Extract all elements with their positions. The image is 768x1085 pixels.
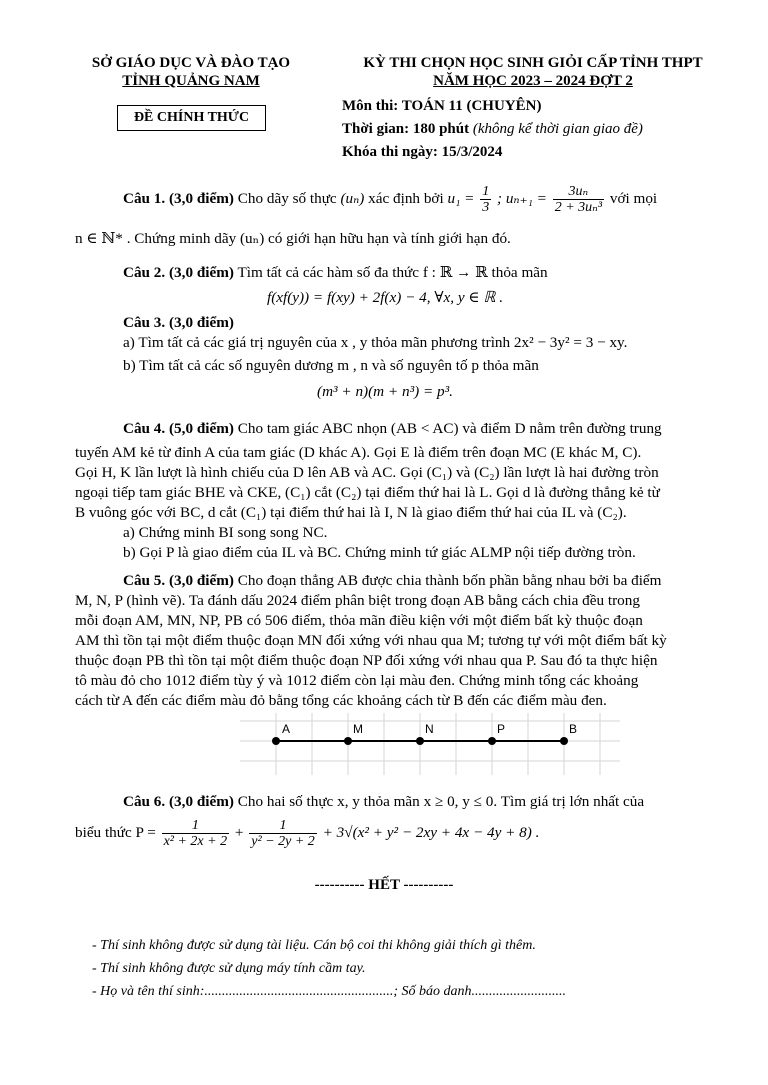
fraction-2-numerator: 1 — [249, 818, 317, 834]
question-5-line-7: cách từ A đến các điểm màu đỏ bằng tổng các khoảng cách từ B đến các điểm màu đen. — [75, 692, 607, 709]
question-4-line-3: Gọi H, K lần lượt là hình chiếu của D lên AB và AC. Gọi (C₁) và (C₂) lần lượt là hai đường tròn — [75, 464, 659, 481]
question-6-line-1 — [123, 792, 743, 812]
time-label: Thời gian: 180 phút — [342, 121, 470, 137]
label-b: B — [569, 722, 578, 736]
fraction-2 — [249, 818, 317, 849]
point-a — [272, 737, 280, 745]
question-6-text: Cho hai số thực x, y thỏa mãn x ≥ 0, y ≤ 0. Tìm giá trị lớn nhất của — [237, 793, 645, 810]
root-term: + 3√(x² + y² − 2xy + 4x − 4y + 8) . — [322, 823, 540, 841]
question-5-line-5: thuộc đoạn PB thì tồn tại một điểm thuộc đoạn NP đối xứng với nhau qua P. Sau đó ta thực hiện — [75, 652, 658, 669]
label-a: A — [282, 722, 291, 736]
question-2-text: Tìm tất cả các hàm số đa thức f : ℝ → ℝ thỏa mãn — [237, 264, 548, 281]
question-3b: b) Tìm tất cả các số nguyên dương m , n và số nguyên tố p thỏa mãn — [123, 357, 539, 374]
note-1: - Thí sinh không được sử dụng tài liệu. Cán bộ coi thi không giải thích gì thêm. — [92, 938, 536, 953]
exam-date: Khóa thi ngày: 15/3/2024 — [342, 144, 503, 160]
recurrence-label: ; uₙ₊₁ = — [496, 189, 547, 207]
department-block — [60, 54, 322, 90]
u1-label: u₁ = — [447, 189, 475, 207]
expression-prefix: biểu thức P = — [75, 823, 156, 841]
note-2: - Thí sinh không được sử dụng máy tính cầm tay. — [92, 961, 366, 976]
question-4b: b) Gọi P là giao điểm của IL và BC. Chứng minh tứ giác ALMP nội tiếp đường tròn. — [123, 544, 636, 561]
question-4-line-2: tuyến AM kẻ từ đỉnh A của tam giác (D khác A). Gọi E là điểm trên đoạn MC (E khác M, C). — [75, 444, 642, 461]
question-4-heading: Câu 4. (5,0 điểm) — [123, 420, 234, 437]
question-1-text-b: xác định bởi — [368, 189, 444, 207]
exam-title: KỲ THI CHỌN HỌC SINH GIỎI CẤP TỈNH THPT — [363, 55, 703, 71]
recurrence-denominator: 2 + 3uₙ³ — [554, 200, 603, 215]
question-3-heading-text: Câu 3. (3,0 điểm) — [123, 314, 234, 331]
point-m — [344, 737, 352, 745]
note-3: - Họ và tên thí sinh:......................................................; Số báo danh........................... — [92, 984, 567, 999]
fraction-1 — [162, 818, 230, 849]
question-1-line-1 — [123, 184, 743, 215]
department-name: SỞ GIÁO DỤC VÀ ĐÀO TẠO — [91, 55, 291, 71]
recurrence-numerator: 3uₙ — [553, 184, 604, 200]
label-p: P — [497, 722, 506, 736]
question-4-line-1 — [123, 419, 743, 439]
question-5-line-1 — [123, 571, 743, 591]
recurrence-fraction — [553, 184, 604, 215]
point-b — [560, 737, 568, 745]
question-4a: a) Chứng minh BI song song NC. — [123, 524, 328, 541]
time-line — [342, 121, 643, 138]
question-1-line-2: n ∈ ℕ* . Chứng minh dãy (uₙ) có giới hạn hữu hạn và tính giới hạn đó. — [75, 230, 511, 247]
question-3-equation: (m³ + n)(m + n³) = p³. — [317, 383, 453, 400]
fraction-2-denominator: y² − 2y + 2 — [251, 834, 315, 849]
question-2-line-1 — [123, 263, 743, 283]
u1-fraction — [480, 184, 491, 215]
u1-denominator: 3 — [482, 200, 490, 215]
question-5-line-2: M, N, P (hình vẽ). Ta đánh dấu 2024 điểm phân biệt trong đoạn AB bằng cách chia đều trong — [75, 592, 640, 609]
question-4-line-4: ngoại tiếp tam giác BHE và CKE, (C₁) cắt (C₂) tại điểm thứ hai là L. Gọi d là đường thẳng kẻ từ — [75, 484, 660, 501]
subject-line: Môn thi: TOÁN 11 (CHUYÊN) — [342, 98, 542, 114]
question-6-line-2: biểu thức P = $\frac{1}{\text{x² + 2x + 2}}$ + $\frac{1}{\text{y² − 2y + 2}}$ + 3√(x² + y² − 2xy + 4x − 4y + 8) . — [75, 818, 540, 849]
question-1-heading: Câu 1. (3,0 điểm) — [123, 189, 234, 207]
question-1-text-c: với mọi — [609, 189, 658, 207]
question-5-line-3: mỗi đoạn AM, MN, NP, PB có 506 điểm, thỏa mãn điều kiện với một điểm bất kỳ thuộc đoạn — [75, 612, 643, 629]
label-m: M — [353, 722, 363, 736]
school-year: NĂM HỌC 2023 – 2024 ĐỢT 2 — [433, 73, 633, 89]
question-5-line-6: tô màu đỏ cho 1012 điểm tùy ý và 1012 điểm còn lại màu đen. Chứng minh tổng các khoảng — [75, 672, 639, 689]
question-5-line-4: AM thì tồn tại một điểm thuộc đoạn MN đối xứng với nhau qua M; tương tự với một điểm bất kỳ — [75, 632, 667, 649]
question-4-line-5: B vuông góc với BC, d cắt (C₁) tại điểm thứ hai là I, N là giao điểm thứ hai của IL và (C₂). — [75, 504, 627, 521]
fraction-1-numerator: 1 — [162, 818, 230, 834]
question-2-heading: Câu 2. (3,0 điểm) — [123, 264, 234, 281]
sequence-symbol: (uₙ) — [340, 189, 365, 207]
question-6-heading: Câu 6. (3,0 điểm) — [123, 793, 234, 810]
point-n — [416, 737, 424, 745]
question-5-text: Cho đoạn thẳng AB được chia thành bốn phần bằng nhau bởi ba điểm — [237, 572, 662, 589]
point-p — [488, 737, 496, 745]
fraction-1-denominator: x² + 2x + 2 — [163, 834, 228, 849]
question-3a: a) Tìm tất cả các giá trị nguyên của x , y thỏa mãn phương trình 2x² − 3y² = 3 − xy. — [123, 334, 628, 351]
question-5-heading: Câu 5. (3,0 điểm) — [123, 572, 234, 589]
exam-title-block — [318, 54, 748, 90]
province-name: TỈNH QUẢNG NAM — [122, 73, 260, 89]
question-2-equation: f(xf(y)) = f(xy) + 2f(x) − 4, ∀x, y ∈ ℝ . — [266, 289, 504, 306]
u1-numerator: 1 — [482, 184, 490, 199]
official-exam-box: ĐỀ CHÍNH THỨC — [117, 105, 266, 131]
question-3-heading — [123, 313, 743, 333]
question-1-text: Cho dãy số thực — [237, 189, 337, 207]
label-n: N — [425, 722, 434, 736]
segment-figure — [240, 713, 620, 775]
end-marker: ---------- HẾT ---------- — [314, 877, 454, 893]
question-4-text: Cho tam giác ABC nhọn (AB < AC) và điểm D nằm trên đường trung — [237, 420, 662, 437]
time-note: (không kể thời gian giao đề) — [472, 121, 643, 137]
